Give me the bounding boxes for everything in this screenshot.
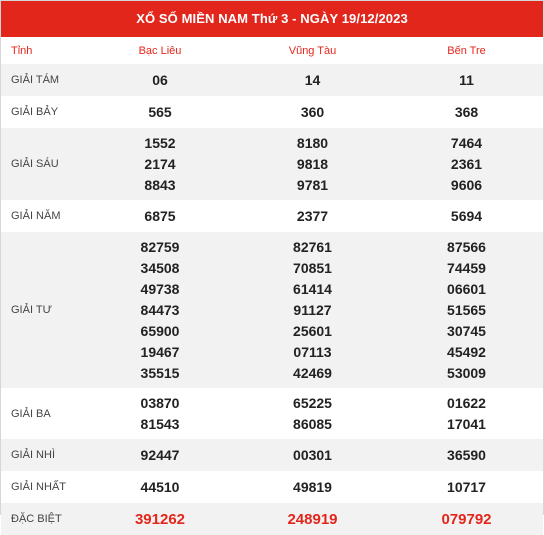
prize-cell (85, 96, 235, 128)
prize-cell (235, 232, 390, 388)
result-number: 65225 (293, 394, 332, 411)
prize-row-giai-nam (1, 200, 543, 232)
result-number: 9781 (296, 176, 329, 193)
result-number: 35515 (140, 364, 180, 381)
result-number: 45492 (447, 343, 486, 360)
result-number: 03870 (140, 394, 180, 411)
results-title: XỔ SỐ MIỀN NAM Thứ 3 - NGÀY 19/12/2023 (1, 1, 543, 37)
result-number: 34508 (140, 259, 180, 276)
province-vung-tau[interactable]: Vũng Tàu (288, 44, 337, 57)
result-number: 82759 (140, 238, 180, 255)
result-number: 91127 (293, 301, 332, 318)
result-number: 84473 (140, 301, 180, 318)
result-number: 14 (304, 71, 321, 88)
prize-cell (85, 503, 235, 535)
prize-cell (235, 200, 390, 232)
result-number: 11 (459, 71, 474, 88)
prize-cell (85, 128, 235, 200)
result-number: 9606 (450, 176, 483, 193)
prize-cell (85, 232, 235, 388)
prize-label: GIẢI NĂM (11, 210, 61, 222)
result-number: 8843 (144, 176, 176, 193)
prize-cell (390, 439, 543, 471)
result-number: 86085 (293, 415, 332, 432)
prize-row-giai-nhat (1, 471, 543, 503)
result-number: 2174 (144, 155, 176, 172)
result-number: 53009 (447, 364, 486, 381)
prize-cell (390, 503, 543, 535)
result-number: 49819 (293, 478, 332, 495)
result-number: 6875 (144, 207, 176, 224)
prize-cell (85, 439, 235, 471)
result-number: 10717 (447, 478, 486, 495)
result-number: 19467 (140, 343, 180, 360)
result-number: 248919 (287, 510, 338, 528)
result-number: 2377 (296, 207, 329, 224)
prize-row-giai-sau (1, 128, 543, 200)
result-number: 61414 (293, 280, 332, 297)
prize-cell (390, 96, 543, 128)
prize-cell (390, 232, 543, 388)
result-number: 368 (454, 103, 479, 120)
result-number: 06 (152, 71, 168, 88)
prize-label: GIẢI NHÌ (1, 439, 85, 471)
result-number: 42469 (293, 364, 332, 381)
prize-cell (235, 503, 390, 535)
prize-row-giai-bay (1, 96, 543, 128)
prize-row-dac-biet (1, 503, 543, 535)
prize-cell (390, 200, 543, 232)
result-number: 01622 (447, 394, 486, 411)
prize-label: GIẢI NHẤT (11, 481, 67, 493)
prize-cell (235, 96, 390, 128)
prize-cell (85, 64, 235, 96)
result-number: 82761 (293, 238, 332, 255)
results-table (1, 37, 543, 535)
result-number: 51565 (447, 301, 486, 318)
result-number: 17041 (447, 415, 486, 432)
province-column-label: Tỉnh (11, 44, 33, 57)
prize-row-giai-nhi (1, 439, 543, 471)
result-number: 81543 (140, 415, 180, 432)
province-bac-lieu[interactable]: Bạc Liêu (138, 44, 182, 57)
result-number: 74459 (447, 259, 486, 276)
result-number: 49738 (140, 280, 180, 297)
prize-label: GIẢI SÁU (1, 128, 85, 200)
result-number: 44510 (140, 478, 180, 495)
result-number: 360 (300, 103, 325, 120)
result-number: 2361 (450, 155, 483, 172)
result-number: 1552 (144, 134, 176, 151)
prize-cell (235, 64, 390, 96)
prize-label: GIẢI BẢY (11, 106, 59, 118)
result-number: 00301 (293, 446, 332, 463)
prize-cell (390, 64, 543, 96)
prize-label: GIẢI TÁM (1, 64, 85, 96)
result-number: 565 (148, 103, 172, 120)
province-ben-tre[interactable]: Bến Tre (447, 44, 486, 57)
prize-cell (390, 388, 543, 439)
prize-row-giai-ba (1, 388, 543, 439)
prize-cell (85, 200, 235, 232)
result-number: 65900 (140, 322, 180, 339)
result-number: 5694 (450, 207, 483, 224)
prize-cell (390, 128, 543, 200)
prize-cell (235, 388, 390, 439)
result-number: 06601 (447, 280, 486, 297)
result-number: 07113 (293, 343, 332, 360)
prize-label: ĐẶC BIỆT (1, 503, 85, 535)
result-number: 36590 (447, 446, 486, 463)
prize-cell (235, 439, 390, 471)
prize-label: GIẢI TƯ (1, 232, 85, 388)
prize-cell (85, 471, 235, 503)
prize-cell (85, 388, 235, 439)
result-number: 30745 (447, 322, 486, 339)
prize-row-giai-tu (1, 232, 543, 388)
result-number: 8180 (296, 134, 329, 151)
prize-cell (235, 128, 390, 200)
prize-cell (235, 471, 390, 503)
result-number: 25601 (293, 322, 332, 339)
result-number: 92447 (140, 446, 180, 463)
result-number: 9818 (296, 155, 329, 172)
result-number: 7464 (450, 134, 483, 151)
result-number: 391262 (134, 510, 186, 528)
result-number: 70851 (293, 259, 332, 276)
result-number: 87566 (447, 238, 486, 255)
result-number: 079792 (441, 510, 492, 528)
prize-label: GIẢI BA (11, 407, 51, 420)
table-header-row (1, 37, 543, 64)
prize-cell (390, 471, 543, 503)
prize-row-giai-tam (1, 64, 543, 96)
